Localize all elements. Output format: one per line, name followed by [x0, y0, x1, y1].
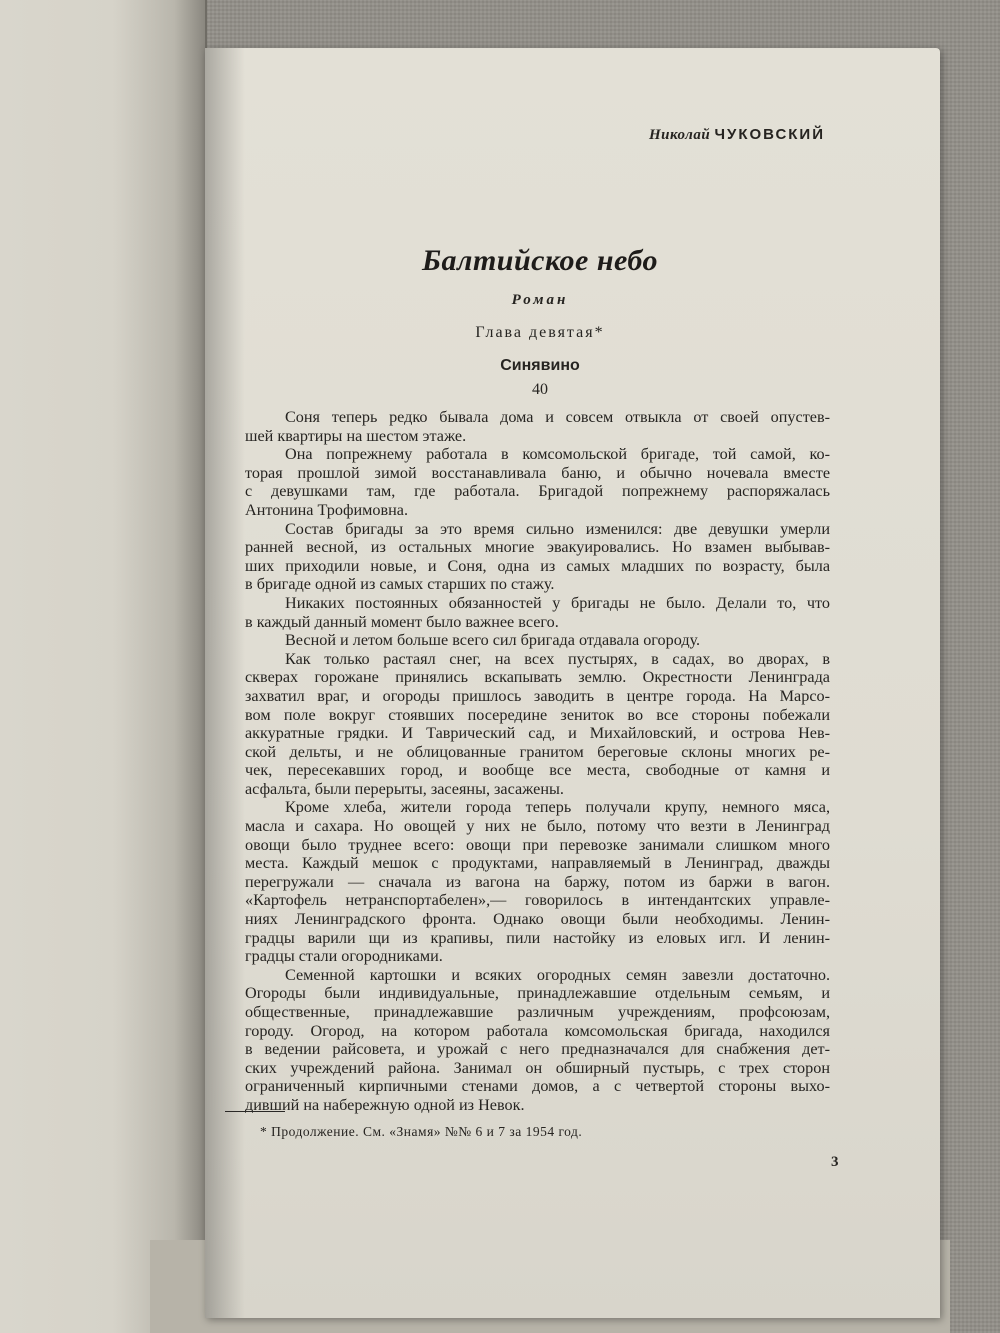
- text-line: ской дельты, и не облицованные гранитом береговые склоны многих ре-: [245, 742, 830, 761]
- text-line: аккуратные грядки. И Таврический сад, и Михайловский, и острова Нев-: [245, 724, 830, 743]
- text-line: в каждый данный момент было важнее всего.: [245, 612, 559, 631]
- text-line: городу. Огород, на котором работала комсомольская бригада, находился: [245, 1021, 830, 1040]
- text-line: Соня теперь редко бывала дома и совсем отвыкла от своей опустев-: [285, 408, 830, 426]
- author-first-name: Николай: [649, 127, 711, 143]
- section-title: Синявино: [500, 357, 580, 374]
- gutter-shadow: [205, 48, 245, 1318]
- text-line: градцы варили щи из крапивы, пили настойку из еловых игл. И ленин-: [245, 928, 830, 947]
- text-line: скверах горожане принялись вскапывать землю. Окрестности Ленинграда: [245, 668, 830, 687]
- text-line: Как только растаял снег, на всех пустырях, в садах, во дворах, в: [285, 649, 830, 668]
- text-line: Антонина Трофимовна.: [245, 500, 409, 519]
- chapter-heading: Глава девятая*: [475, 324, 605, 341]
- text-line: Семенной картошки и всяких огородных семян завезли достаточно.: [285, 965, 830, 984]
- text-line: ранней весной, из остальных многие эвакуировались. Но взамен выбывав-: [245, 538, 830, 557]
- page-number: 3: [831, 1154, 839, 1170]
- text-line: ских учреждений района. Занимал он обширный пустырь, с трех сторон: [245, 1058, 830, 1077]
- text-line: асфальта, были перерыты, засеяны, засажены.: [245, 779, 564, 798]
- text-line: перегружали — сначала из вагона на баржу, потом из баржи в вагон.: [245, 872, 830, 891]
- author-header: [649, 126, 825, 144]
- text-line: масла и сахара. Но овощей у них не было, потому что везти в Ленинград: [245, 817, 830, 836]
- text-line: шей квартиры на шестом этаже.: [245, 426, 467, 445]
- section-number: 40: [532, 381, 548, 398]
- text-line: Кроме хлеба, жители города теперь получали крупу, немного мяса,: [285, 798, 830, 817]
- text-line: Никаких постоянных обязанностей у бригады не было. Делали то, что: [285, 593, 830, 612]
- text-line: Она попрежнему работала в комсомольской бригаде, той самой, ко-: [285, 445, 830, 464]
- text-line: ниях Ленинградского фронта. Однако овощи были необходимы. Ленин-: [245, 910, 830, 929]
- text-line: «Картофель нетранспортабелен»,— говорилось в интендантских управле-: [245, 891, 830, 910]
- text-line: места. Каждый мешок с продуктами, направляемый в Ленинград, дважды: [245, 854, 830, 873]
- left-page: [0, 0, 207, 1333]
- text-line: чек, пересекавших город, и вообще все места, свободные от камня и: [245, 761, 830, 780]
- text-line: общественные, принадлежавшие различным учреждениям, профсоюзам,: [245, 1003, 830, 1021]
- text-line: захватил враг, и огороды пришлось заводить в центре города. На Марсо-: [245, 686, 830, 705]
- author-surname: ЧУКОВСКИЙ: [714, 126, 825, 143]
- text-line: ограниченный кирпичными стенами домов, а с четвертой стороны выхо-: [245, 1077, 830, 1096]
- text-line: градцы стали огородниками.: [245, 947, 443, 966]
- text-line: в бригаде одной из самых старших по стажу.: [245, 575, 555, 594]
- text-line: ших приходили новые, и Соня, одна из самых младших по возрасту, была: [245, 556, 830, 575]
- body-text: [245, 408, 830, 1115]
- text-line: овощи было труднее всего: овощи при перевозке занимали слишком много: [245, 835, 830, 854]
- text-line: в ведении райсовета, и урожай с него предназначался для снабжения дет-: [245, 1040, 830, 1059]
- text-line: Состав бригады за это время сильно изменился: две девушки умерли: [285, 519, 830, 538]
- text-line: Весной и летом больше всего сил бригада отдавала огороду.: [285, 631, 701, 650]
- text-line: с девушками там, где работала. Бригадой попрежнему распоряжалась: [245, 482, 830, 501]
- footnote-divider: [225, 1111, 285, 1112]
- book-page: [205, 48, 940, 1318]
- footnote: * Продолжение. См. «Знамя» №№ 6 и 7 за 1954 год.: [260, 1124, 583, 1139]
- genre-label: Роман: [511, 292, 569, 308]
- text-line: вом поле вокруг стоявших посередине зениток во все стороны побежали: [245, 705, 830, 724]
- text-line: дивший на набережную одной из Невок.: [245, 1095, 525, 1114]
- page-title: Балтийское небо: [421, 244, 658, 277]
- text-line: торая прошлой зимой восстанавливала баню, и обычно ночевала вместе: [245, 463, 830, 482]
- text-line: Огороды были индивидуальные, принадлежавшие отдельным семьям, и: [245, 984, 830, 1003]
